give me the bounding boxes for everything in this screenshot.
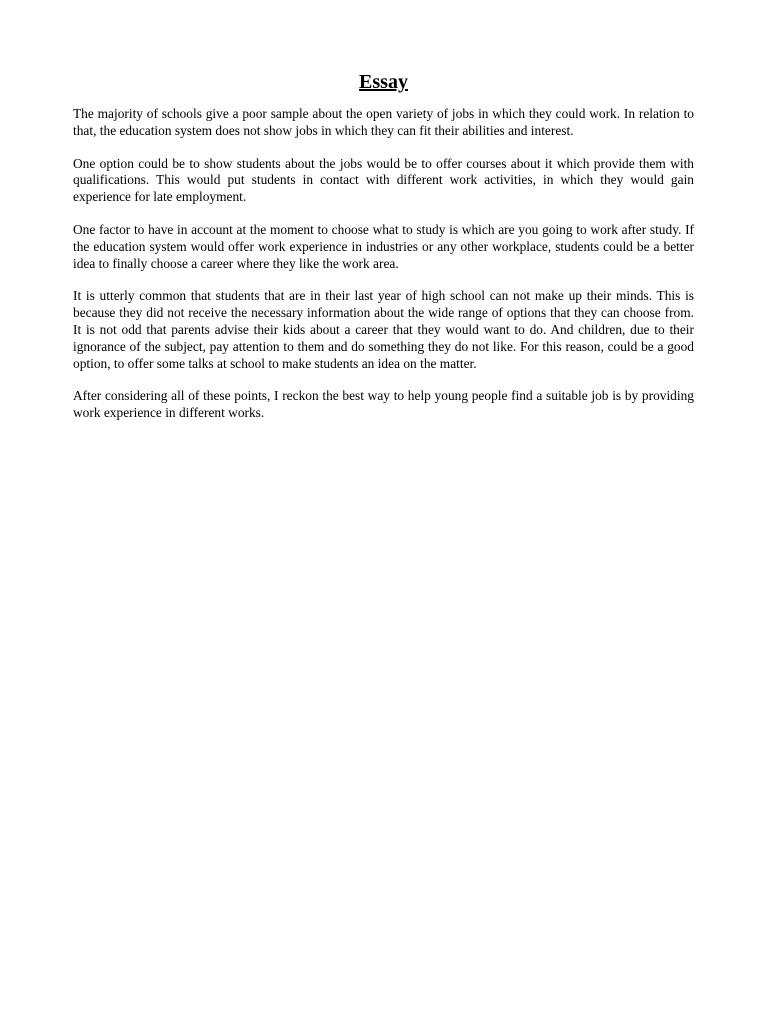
essay-title: Essay xyxy=(359,71,408,93)
essay-paragraph-5: After considering all of these points, I reckon the best way to help young people find a suitable job is by providing work experience in different works. xyxy=(73,388,694,421)
essay-body xyxy=(73,68,694,438)
essay-paragraph-1: The majority of schools give a poor sample about the open variety of jobs in which they could work. In relation to that, the education system does not show jobs in which they can fit their abilities and interest. xyxy=(73,106,694,138)
essay-paragraph-2: One option could be to show students about the jobs would be to offer courses about it which provide them with qualifications. This would put students in contact with different work activities, in which they would gain experience for late employment. xyxy=(73,155,694,205)
essay-paragraph-4: It is utterly common that students that are in their last year of high school can not make up their minds. This is because they did not receive the necessary information about the wide range of options that they can choose from. It is not odd that parents advise their kids about a career that they would want to do. And children, due to their ignorance of the subject, pay attention to them and do something they do not like. For this reason, could be a good option, to offer some talks at school to make students an idea on the matter. xyxy=(73,288,694,371)
essay-paragraph-3: One factor to have in account at the moment to choose what to study is which are you going to work after study. If the education system would offer work experience in industries or any other workplace, students could be a better idea to finally choose a career where they like the work area. xyxy=(73,221,694,271)
